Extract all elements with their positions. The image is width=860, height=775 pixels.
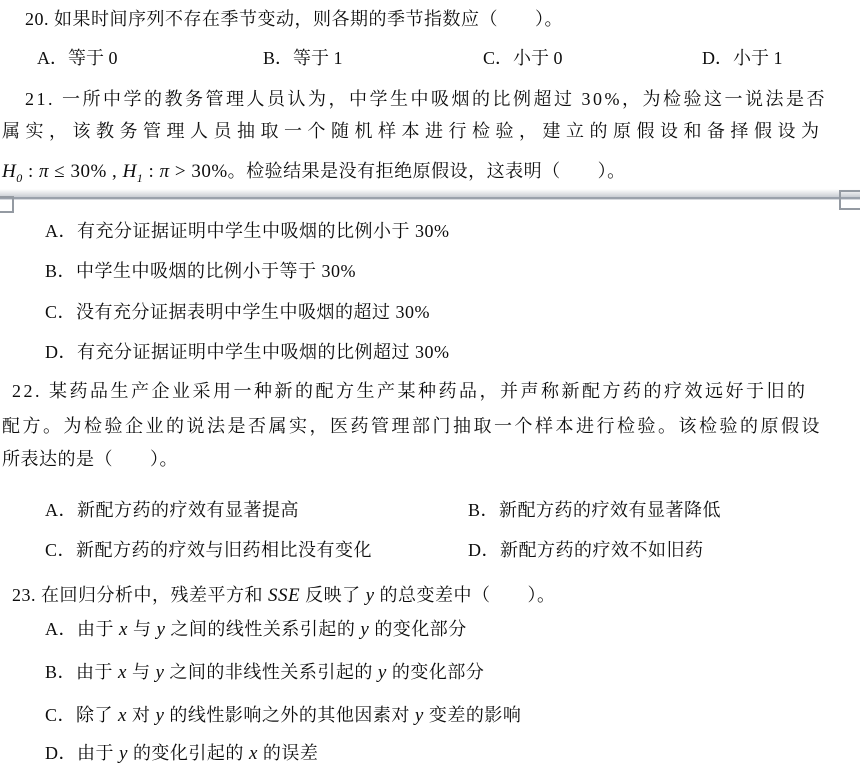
text-run: 变差的影响 bbox=[423, 705, 522, 725]
question-22-stem-line3: 所表达的是（ ）。 bbox=[2, 449, 178, 469]
text-run: y bbox=[414, 705, 424, 726]
text-run: 之间的非线性关系引起的 bbox=[164, 662, 378, 682]
text-run: y bbox=[155, 705, 165, 726]
text-run: y bbox=[155, 662, 165, 683]
question-21-option-a: A．有充分证据证明中学生中吸烟的比例小于 30% bbox=[45, 221, 450, 241]
text-run: y bbox=[365, 585, 375, 606]
text-run: 。检验结果是没有拒绝原假设，这表明（ ）。 bbox=[227, 161, 626, 181]
text-run: 的变化部分 bbox=[386, 662, 485, 682]
text-run: 与 bbox=[127, 619, 157, 639]
question-22-stem-line1: 22. 某药品生产企业采用一种新的配方生产某种药品，并声称新配方药的疗效远好于旧的 bbox=[12, 381, 808, 401]
question-22-stem-line2: 配方。为检验企业的说法是否属实，医药管理部门抽取一个样本进行检验。该检验的原假设 bbox=[2, 416, 822, 436]
text-run: y bbox=[360, 619, 370, 640]
text-run: 0 bbox=[16, 171, 23, 185]
text-run: B．由于 bbox=[45, 662, 119, 682]
question-21-option-c: C．没有充分证据表明中学生中吸烟的超过 30% bbox=[45, 302, 430, 322]
text-run: 的变化部分 bbox=[369, 619, 467, 639]
text-run: 23. 在回归分析中，残差平方和 bbox=[12, 585, 268, 605]
text-run: 的变化引起的 bbox=[127, 743, 249, 763]
text-run: π bbox=[159, 161, 170, 182]
question-21-option-b: B．中学生中吸烟的比例小于等于 30% bbox=[45, 261, 356, 281]
text-run: : bbox=[143, 161, 160, 182]
question-23-option-d bbox=[45, 742, 318, 765]
question-22-option-c: C．新配方药的疗效与旧药相比没有变化 bbox=[45, 540, 373, 560]
page-corner-marker-left bbox=[0, 196, 14, 213]
text-run: A．由于 bbox=[45, 619, 119, 639]
question-23-stem bbox=[12, 584, 556, 607]
text-run: x bbox=[248, 743, 258, 764]
question-21-hypothesis-formula bbox=[2, 160, 626, 190]
text-run: x bbox=[118, 662, 127, 683]
text-run: ≤ 30% , bbox=[49, 161, 123, 182]
question-22-option-a: A．新配方药的疗效有显著提高 bbox=[45, 500, 299, 520]
question-22-option-d: D．新配方药的疗效不如旧药 bbox=[468, 540, 704, 560]
page-corner-marker-right bbox=[839, 190, 860, 210]
text-run: 的总变差中（ ）。 bbox=[374, 585, 556, 605]
question-20-option-b: B．等于 1 bbox=[263, 48, 343, 68]
text-run: 之间的线性关系引起的 bbox=[165, 619, 361, 639]
question-21-option-d: D．有充分证据证明中学生中吸烟的比例超过 30% bbox=[45, 342, 450, 362]
text-run: y bbox=[156, 619, 166, 640]
page-break-gradient bbox=[0, 189, 860, 197]
text-run: 1 bbox=[136, 171, 144, 185]
text-run: : bbox=[22, 161, 40, 182]
question-21-stem-line2: 属实，该教务管理人员抽取一个随机样本进行检验，建立的原假设和备择假设为 bbox=[2, 121, 825, 141]
text-run: 与 bbox=[126, 662, 156, 682]
text-run: SSE bbox=[268, 585, 301, 606]
question-23-option-a bbox=[45, 618, 467, 641]
text-run: 反映了 bbox=[300, 585, 366, 605]
text-run: x bbox=[118, 705, 127, 726]
question-20-stem: 20. 如果时间序列不存在季节变动，则各期的季节指数应（ ）。 bbox=[25, 9, 563, 29]
question-23-option-b bbox=[45, 661, 484, 684]
question-20-option-a: A．等于 0 bbox=[37, 48, 118, 68]
question-20-option-c: C．小于 0 bbox=[483, 48, 563, 68]
text-run: y bbox=[377, 662, 387, 683]
text-run: π bbox=[39, 161, 50, 182]
text-run: C．除了 bbox=[45, 705, 119, 725]
text-run: H bbox=[2, 161, 17, 182]
text-run: H bbox=[122, 161, 137, 182]
text-run: 的误差 bbox=[257, 743, 319, 763]
text-run: y bbox=[119, 743, 128, 764]
question-21-stem-line1: 21. 一所中学的教务管理人员认为，中学生中吸烟的比例超过 30%，为检验这一说法是否 bbox=[25, 89, 827, 109]
text-run: > 30% bbox=[169, 161, 228, 182]
question-22-option-b: B．新配方药的疗效有显著降低 bbox=[468, 500, 722, 520]
question-23-option-c bbox=[45, 704, 521, 727]
text-run: D．由于 bbox=[45, 743, 119, 763]
text-run: x bbox=[119, 619, 128, 640]
page-break-subline bbox=[0, 199, 860, 200]
text-run: 的线性影响之外的其他因素对 bbox=[164, 705, 415, 725]
question-20-option-d: D．小于 1 bbox=[702, 48, 783, 68]
text-run: 对 bbox=[126, 705, 156, 725]
